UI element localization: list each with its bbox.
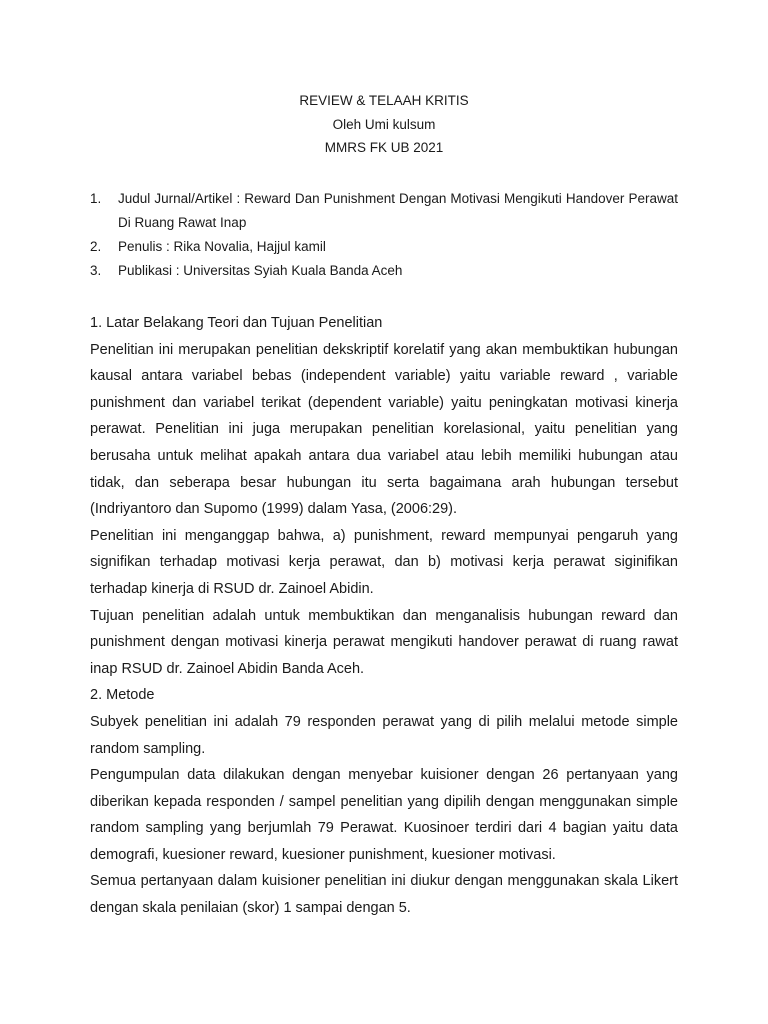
document-title: REVIEW & TELAAH KRITIS — [299, 93, 469, 108]
paragraph: Tujuan penelitian adalah untuk membuktikan dan menganalisis hubungan reward dan punishment dengan motivasi kinerja perawat mengikuti handover perawat di ruang rawat inap RSUD dr. Zainoel Abidin Banda Aceh. — [90, 607, 678, 677]
list-item-text: Publikasi : Universitas Syiah Kuala Banda Aceh — [118, 263, 403, 278]
paragraph: Penelitian ini merupakan penelitian dekskriptif korelatif yang akan membuktikan hubungan kausal antara variabel bebas (independent variable) yaitu variable reward , variable punishment dan variabel terikat (dependent variable) yaitu peningkatan motivasi kinerja perawat. Penelitian ini juga merupakan penelitian korelasional, yaitu penelitian yang berusaha untuk melihat apakah antara dua variabel atau lebih memiliki hubungan atau tidak, dan seberapa besar hubungan itu serta bagaimana arah hubungan tersebut (Indriyantoro dan Supomo (1999) dalam Yasa, (2006:29). — [90, 341, 678, 518]
document-body — [90, 310, 678, 922]
paragraph: Semua pertanyaan dalam kuisioner penelitian ini diukur dengan menggunakan skala Likert dengan skala penilaian (skor) 1 sampai dengan 5. — [90, 873, 678, 917]
document-header — [0, 89, 768, 160]
paragraph: Pengumpulan data dilakukan dengan menyebar kuisioner dengan 26 pertanyaan yang diberikan kepada responden / sampel penelitian yang dipilih dengan menggunakan simple random sampling yang berjumlah 79 Perawat. Kuosinoer terdiri dari 4 bagian yaitu data demografi, kuesioner reward, kuesioner punishment, kuesioner motivasi. — [90, 767, 678, 863]
list-item — [90, 187, 678, 235]
list-item — [90, 235, 678, 259]
document-author: Oleh Umi kulsum — [332, 116, 436, 132]
document-program: MMRS FK UB 2021 — [324, 140, 444, 155]
section-heading: 2. Metode — [90, 687, 155, 704]
paragraph: Subyek penelitian ini adalah 79 responden perawat yang di pilih melalui metode simple random sampling. — [90, 713, 678, 757]
list-item-text: Penulis : Rika Novalia, Hajjul kamil — [118, 239, 326, 254]
list-item-text: Judul Jurnal/Artikel : Reward Dan Punishment Dengan Motivasi Mengikuti Handover Perawat Di Ruang Rawat Inap — [118, 191, 678, 230]
list-item-number: 1. — [90, 191, 102, 206]
article-info-list — [90, 187, 678, 283]
list-item — [90, 259, 678, 283]
list-item-number: 2. — [90, 239, 102, 254]
list-item-number: 3. — [90, 263, 102, 278]
section-heading: 1. Latar Belakang Teori dan Tujuan Penelitian — [90, 315, 383, 331]
paragraph: Penelitian ini menganggap bahwa, a) punishment, reward mempunyai pengaruh yang signifikan terhadap motivasi kerja perawat, dan b) motivasi kerja perawat siginifikan terhadap kinerja di RSUD dr. Zainoel Abidin. — [90, 527, 678, 597]
